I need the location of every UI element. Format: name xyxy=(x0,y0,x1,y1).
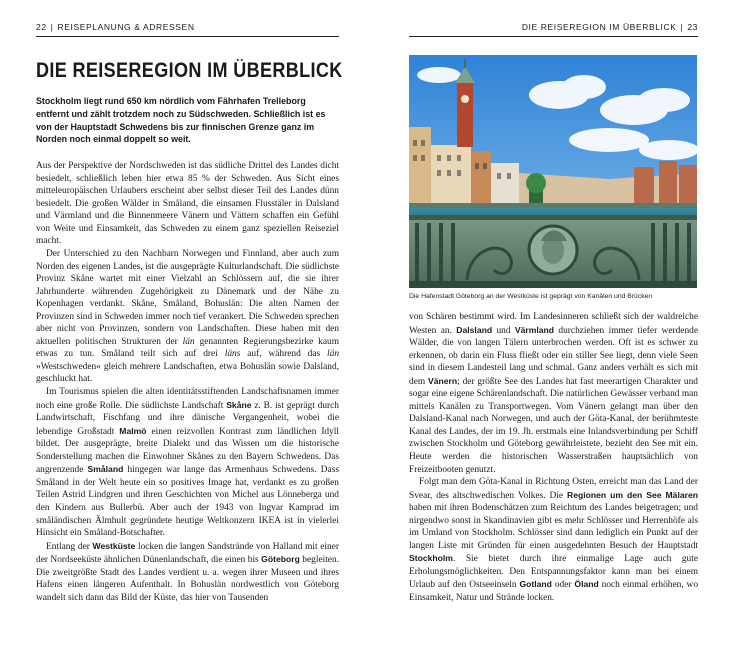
place-highlight: Stockholm xyxy=(409,553,453,564)
header-separator: | xyxy=(680,22,684,32)
paragraph: Folgt man dem Göta-Kanal in Richtung Osten, erreicht man das Land der Svear, des altschwedischen Volkes. Die Regionen um den See Mälaren haben mit ihren Bodenschätzen zum Reichtum des Landes beigetragen; und nirgendwo sonst in Skandinavien gibt es mehr Schlösser und Herrenhöfe als im Umland von Stockholm. Schlösser sind dann lediglich ein Punkt auf der langen Liste mit Gründen für einen ausgedehnten Besuch der Hauptstadt Stockholm. Sie bietet durch ihre einmalige Lage auch gute Erholungsmöglichkeiten. Den Entspannungsfaktor kann man bei einem Urlaub auf den Ostseeinseln Gotland oder Öland noch einmal erhöhen, wo Einsamkeit, Natur und Strände locken. xyxy=(409,477,699,604)
header-section-right: DIE REISEREGION IM ÜBERBLICK xyxy=(521,22,677,32)
header-separator: | xyxy=(50,22,54,32)
header-section-left: REISEPLANUNG & ADRESSEN xyxy=(57,22,195,32)
place-highlight: Skåne xyxy=(226,399,252,410)
place-highlight: Westküste xyxy=(92,540,136,551)
page-title: DIE REISEREGION IM ÜBERBLICK xyxy=(36,59,343,82)
body-text-left xyxy=(36,160,339,604)
paragraph: Der Unterschied zu den Nachbarn Norwegen und Finnland, aber auch zum Norden des eigenen Landes, ist die ausgeprägte Kulturlandschaft. Die südlichste Provinz Skåne wartet mit einer Vielzahl an Schlössern auf, die sie ihrer Jahrhunderte währenden Zugehörigkeit zu Dänemark und der Nähe zu Kopenhagen verdankt. Skåne, Småland, Bohuslän: Die alten Namen der Provinzen sind in Schweden immer noch tief verankert. Die Schweden sprechen aber nicht von Provinzen, sondern von Landschaften. Diese haben mit den aktuellen politischen Strukturen der län genannten Regierungsbezirke kaum etwas zu tun. Småland teilt sich auf drei läns auf, während das län »Westschweden« gleich mehrere Landschaften, etwa Bohuslän sowie Dalsland, geschluckt hat. xyxy=(36,249,340,385)
place-highlight: Malmö xyxy=(119,425,147,436)
paragraph: Aus der Perspektive der Nordschweden ist das südliche Drittel des Landes dicht besiedelt, schließlich leben hier etwa 85 % der Schweden. Aus Sicht eines mitteleuropäischen Urlaubers erscheint aber selbst dieser Teil des Landes dünn besiedelt. Die großen Wälder in Småland, die einsamen Flusstäler in Dalsland und Värmland und die Binnenmeere Vänern und Vättern schaffen ein Gefühl von Weite und Einsamkeit, das Schweden zu einem ganz speziellen Reiseziel macht. xyxy=(36,161,339,247)
place-highlight: Småland xyxy=(87,464,124,475)
place-highlight: Göteborg xyxy=(261,554,300,565)
place-highlight: Vänern xyxy=(428,375,458,386)
page-number-right: 23 xyxy=(687,22,698,32)
paragraph: von Schären bestimmt wird. Im Landesinneren schließt sich der waldreiche Westen an. Dalsland und Värmland durchziehen immer tiefer werdende Wälder, die von langen Tälern unterbrochen werden. Oft ist es schwer zu erkennen, ob darin ein Fluss fließt oder ein stiller See liegt, denn viele Seen sind in diesem Landesteil lang und schmal. Ganz anders verhält es sich mit dem Vänern; der größte See des Landes hat fast meerartigen Charakter und sogar eine eigene Schärenlandschaft. Die natürlichen Gewässer verband man mittels Kanälen zu Transportwegen. Vom Vänern gelangt man über den Dalsland-Kanal nach Norwegen, und auch der Göta-Kanal, der berühmteste Kanal des Landes, der im 19. Jh. erstmals eine Inlandsverbindung per Schiff zwischen Stockholm und Göteborg gewährleistete, bezieht den See mit ein. Heute werden die historischen Wasserstraßen hauptsächlich von Freizeitbooten genutzt. xyxy=(409,312,698,475)
paragraph: Entlang der Westküste locken die langen Sandstrände von Halland mit einer der Nordseeküste ähnlichen Dünenlandschaft, die einen bis Göteborg begleiten. Die zweitgrößte Stadt des Landes verdient u. a. wegen ihrer Museen und ihres Hafens einen längeren Aufenthalt. In Bohuslän nordwestlich von Göteborg wandelt sich dann das Bild der Küste, das hier von Tausenden xyxy=(36,540,340,603)
photo-caption: Die Hafenstadt Göteborg an der Westküste ist geprägt von Kanälen und Brücken xyxy=(409,293,653,300)
right-page xyxy=(368,0,736,648)
running-header-right xyxy=(409,22,698,37)
paragraph: Im Tourismus spielen die alten identitätsstiftenden Landschaftsnamen immer noch eine große Rolle. Die südlichste Landschaft Skåne z. B. ist geprägt durch Landwirtschaft, Fischfang und ihre dänische Vergangenheit, wobei die lebendige Großstadt Malmö einen reizvollen Kontrast zum ländlichen Idyll bildet. Der ausgeprägte, breite Dialekt und das Wissen um die historische Sonderstellung machen die Einwohner Skånes zu den Bayern Schwedens. Das angrenzende Småland hingegen war lange das Armenhaus Schwedens. Dass Småland in der Welt heute ein so positives Image hat, verdankt es zu großen Teilen Astrid Lindgren und ihren Geschichten von Michel aus Lönneberga und den Kindern aus Bullerbü. Aber auch der 1943 von Ingvar Kamprad im småländischen Älmhult gegründete heutige Weltkonzern IKEA ist in vielerlei Hinsicht ein Småland-Botschafter. xyxy=(36,387,340,539)
place-highlight: Öland xyxy=(574,579,599,590)
place-highlight: Dalsland xyxy=(456,324,493,335)
body-text-right xyxy=(409,311,698,605)
page-number-left: 22 xyxy=(36,22,47,32)
lead-paragraph: Stockholm liegt rund 650 km nördlich vom Fährhafen Trelleborg entfernt und zählt trotzdem noch zu Südschweden. Schließlich ist es von der Hauptstadt Schwedens bis zur finnischen Grenze ganz im Norden noch einmal doppelt so weit. xyxy=(36,96,326,145)
goteborg-canal-photo xyxy=(409,55,697,288)
place-highlight: Gotland xyxy=(519,579,552,590)
running-header-left xyxy=(36,22,339,37)
place-highlight: Värmland xyxy=(514,324,555,335)
place-highlight: Regionen um den See Mälaren xyxy=(567,489,699,500)
